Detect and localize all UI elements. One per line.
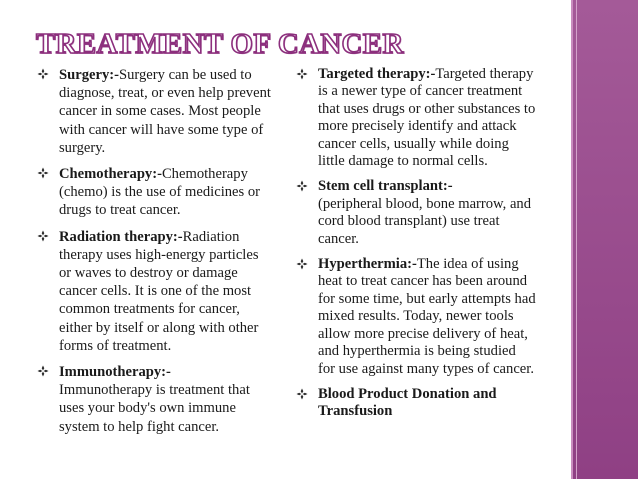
list-item-radiation-therapy xyxy=(37,228,273,355)
list-item-blood-product-donation xyxy=(296,386,536,421)
item-heading: Immunotherapy:- xyxy=(59,364,171,381)
item-heading: Chemotherapy:- xyxy=(59,166,162,183)
four-leaf-diamond-icon xyxy=(37,167,49,179)
decorative-side-bar xyxy=(571,0,638,479)
item-heading: Surgery:- xyxy=(59,67,119,83)
four-leaf-diamond-icon xyxy=(296,180,308,192)
item-heading: Targeted therapy:- xyxy=(318,66,436,82)
item-text: (peripheral blood, bone marrow, and cord blood transplant) use treat cancer. xyxy=(318,195,532,247)
item-text: Surgery can be used to diagnose, treat, or even help prevent cancer in some cases. Most people with cancer will have some type of surgery. xyxy=(59,67,271,156)
list-item-immunotherapy xyxy=(37,363,273,436)
item-heading: Stem cell transplant:- xyxy=(318,178,453,195)
slide-title: TREATMENT OF CANCER xyxy=(36,28,404,60)
item-heading: Hyperthermia:- xyxy=(318,256,417,273)
list-item-hyperthermia xyxy=(296,256,536,378)
side-bar-stripe xyxy=(576,0,577,479)
list-item-surgery xyxy=(37,66,273,157)
four-leaf-diamond-icon xyxy=(296,388,308,400)
item-text: The idea of using heat to treat cancer has been around for some time, but early attempts had mixed results. Today, newer tools allow more precise delivery of heat, and hyperthermia is being studied for use against many types of cancer. xyxy=(318,256,536,377)
item-text: Chemotherapy (chemo) is the use of medicines or drugs to treat cancer. xyxy=(59,166,261,219)
four-leaf-diamond-icon xyxy=(37,365,49,377)
item-text: Targeted therapy is a newer type of cancer treatment that uses drugs or other substances to more precisely identify and attack cancer cells, usually while doing little damage to normal cells. xyxy=(318,66,536,170)
right-column xyxy=(296,66,536,429)
item-text: Radiation therapy uses high-energy particles or waves to destroy or damage cancer cells. It is one of the most common treatments for cancer, either by itself or along with other forms of treatment. xyxy=(59,228,259,354)
four-leaf-diamond-icon xyxy=(37,230,49,242)
item-heading: Radiation therapy:- xyxy=(59,228,183,245)
four-leaf-diamond-icon xyxy=(37,68,49,80)
four-leaf-diamond-icon xyxy=(296,258,308,270)
left-column xyxy=(37,66,273,444)
list-item-stem-cell-transplant xyxy=(296,178,536,248)
list-item-chemotherapy xyxy=(37,165,273,220)
side-bar-stripe xyxy=(571,0,573,479)
item-heading: Blood Product Donation and Transfusion xyxy=(318,385,497,420)
list-item-targeted-therapy xyxy=(296,66,536,170)
item-text: Immunotherapy is treatment that uses your body's own immune system to help fight cancer. xyxy=(59,382,250,435)
four-leaf-diamond-icon xyxy=(296,68,308,80)
